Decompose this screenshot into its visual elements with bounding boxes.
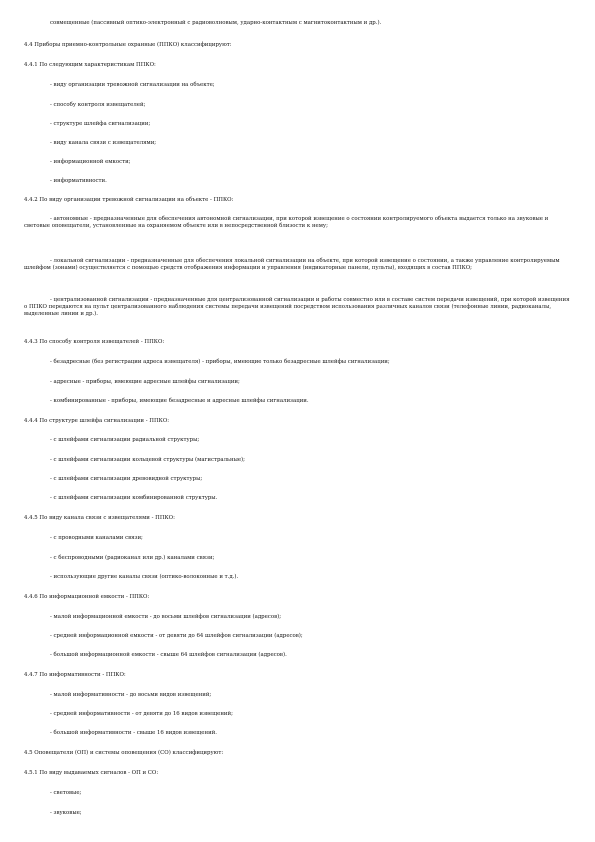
- list-item: - информационной емкости;: [50, 159, 131, 165]
- list-item: - большой информативности - свыше 16 видов извещений.: [50, 730, 217, 736]
- section-heading: 4.5 Оповещатели (ОП) и системы оповещения (СО) классифицируют:: [24, 750, 224, 756]
- list-item: - адресные - приборы, имеющие адресные шлейфы сигнализации;: [50, 379, 240, 385]
- list-item: - информативности.: [50, 178, 107, 184]
- section-heading: 4.4.7 По информативности - ППКО:: [24, 672, 126, 678]
- list-item: - способу контроля извещателей;: [50, 102, 146, 108]
- section-heading: 4.5.1 По виду выдаваемых сигналов - ОП и СО:: [24, 770, 159, 776]
- list-item: - звуковые;: [50, 810, 82, 816]
- list-item: - световые;: [50, 790, 82, 796]
- list-item: - с шлейфами сигнализации комбинированной структуры.: [50, 495, 218, 501]
- list-item: - структуре шлейфа сигнализации;: [50, 121, 151, 127]
- paragraph: - централизованной сигнализации - предназначенные для централизованной сигнализации и работы совместно или в составе систем передачи извещений, при которой извещения о ППКО передаются на пульт централизованного наблюдения системы передачи извещений посредством использования различных каналов связи (телефонные линии, радиоканалы, выделенные линии и др.).: [24, 297, 570, 317]
- paragraph: - локальной сигнализации - предназначенные для обеспечения локальной сигнализации на объекте, при которой извещение о состоянии, а также управление контролируемым шлейфом (зонами) осуществляется с помощью средств отображения информации и управления (индикаторные панели, пульты), входящих в состав ППКО;: [24, 258, 560, 271]
- list-item: - комбинированные - приборы, имеющие безадресные и адресные шлейфы сигнализации.: [50, 398, 309, 404]
- section-heading: 4.4.3 По способу контроля извещателей - ППКО:: [24, 339, 165, 345]
- list-item: - использующие другие каналы связи (оптико-волоконные и т.д.).: [50, 574, 239, 580]
- list-item: - малой информационной емкости - до восьми шлейфов сигнализации (адресов);: [50, 614, 282, 620]
- list-item: - виду канала связи с извещателями;: [50, 140, 157, 146]
- list-item: - средней информационной емкости - от девяти до 64 шлейфов сигнализации (адресов);: [50, 633, 303, 639]
- list-item: - средней информативности - от девяти до 16 видов извещений;: [50, 711, 233, 717]
- section-heading: 4.4.4 По структуре шлейфа сигнализации - ППКО:: [24, 418, 170, 424]
- paragraph: - автономные - предназначенные для обеспечения автономной сигнализации, при которой извещение о состоянии контролируемого объекта выдается только на звуковые и световые оповещатели, установленные на охраняемом объекте или в непосредственной близости к нему;: [24, 216, 549, 229]
- section-heading: 4.4 Приборы приемно-контрольные охранные (ППКО) классифицируют:: [24, 42, 232, 48]
- section-heading: 4.4.2 По виду организации тревожной сигнализации на объекте - ППКО:: [24, 197, 234, 203]
- list-item: - с шлейфами сигнализации древовидной структуры;: [50, 476, 203, 482]
- list-item: - с шлейфами сигнализации радиальной структуры;: [50, 437, 200, 443]
- list-item: - с проводными каналами связи;: [50, 535, 143, 541]
- section-heading: 4.4.5 По виду канала связи с извещателями - ППКО:: [24, 515, 175, 521]
- section-heading: 4.4.6 По информационной емкости - ППКО:: [24, 594, 150, 600]
- list-item: - малой информативности - до восьми видов извещений;: [50, 692, 212, 698]
- list-item: - с шлейфами сигнализации кольцевой структуры (магистральные);: [50, 457, 245, 463]
- list-item: - безадресные (без регистрации адреса извещателя) - приборы, имеющие только безадресные шлейфы сигнализации;: [50, 359, 390, 365]
- section-heading: 4.4.1 По следующим характеристикам ППКО:: [24, 62, 156, 68]
- list-item: - большой информационной емкости - свыше 64 шлейфов сигнализации (адресов).: [50, 652, 287, 658]
- list-item: - с беспроводными (радиоканал или др.) каналами связи;: [50, 555, 215, 561]
- list-item: - виду организации тревожной сигнализации на объекте;: [50, 82, 215, 88]
- text-line: совмещенные (пассивный оптико-электронный с радиоволновым, ударно-контактным с магнитоконтактным и др.).: [50, 20, 382, 26]
